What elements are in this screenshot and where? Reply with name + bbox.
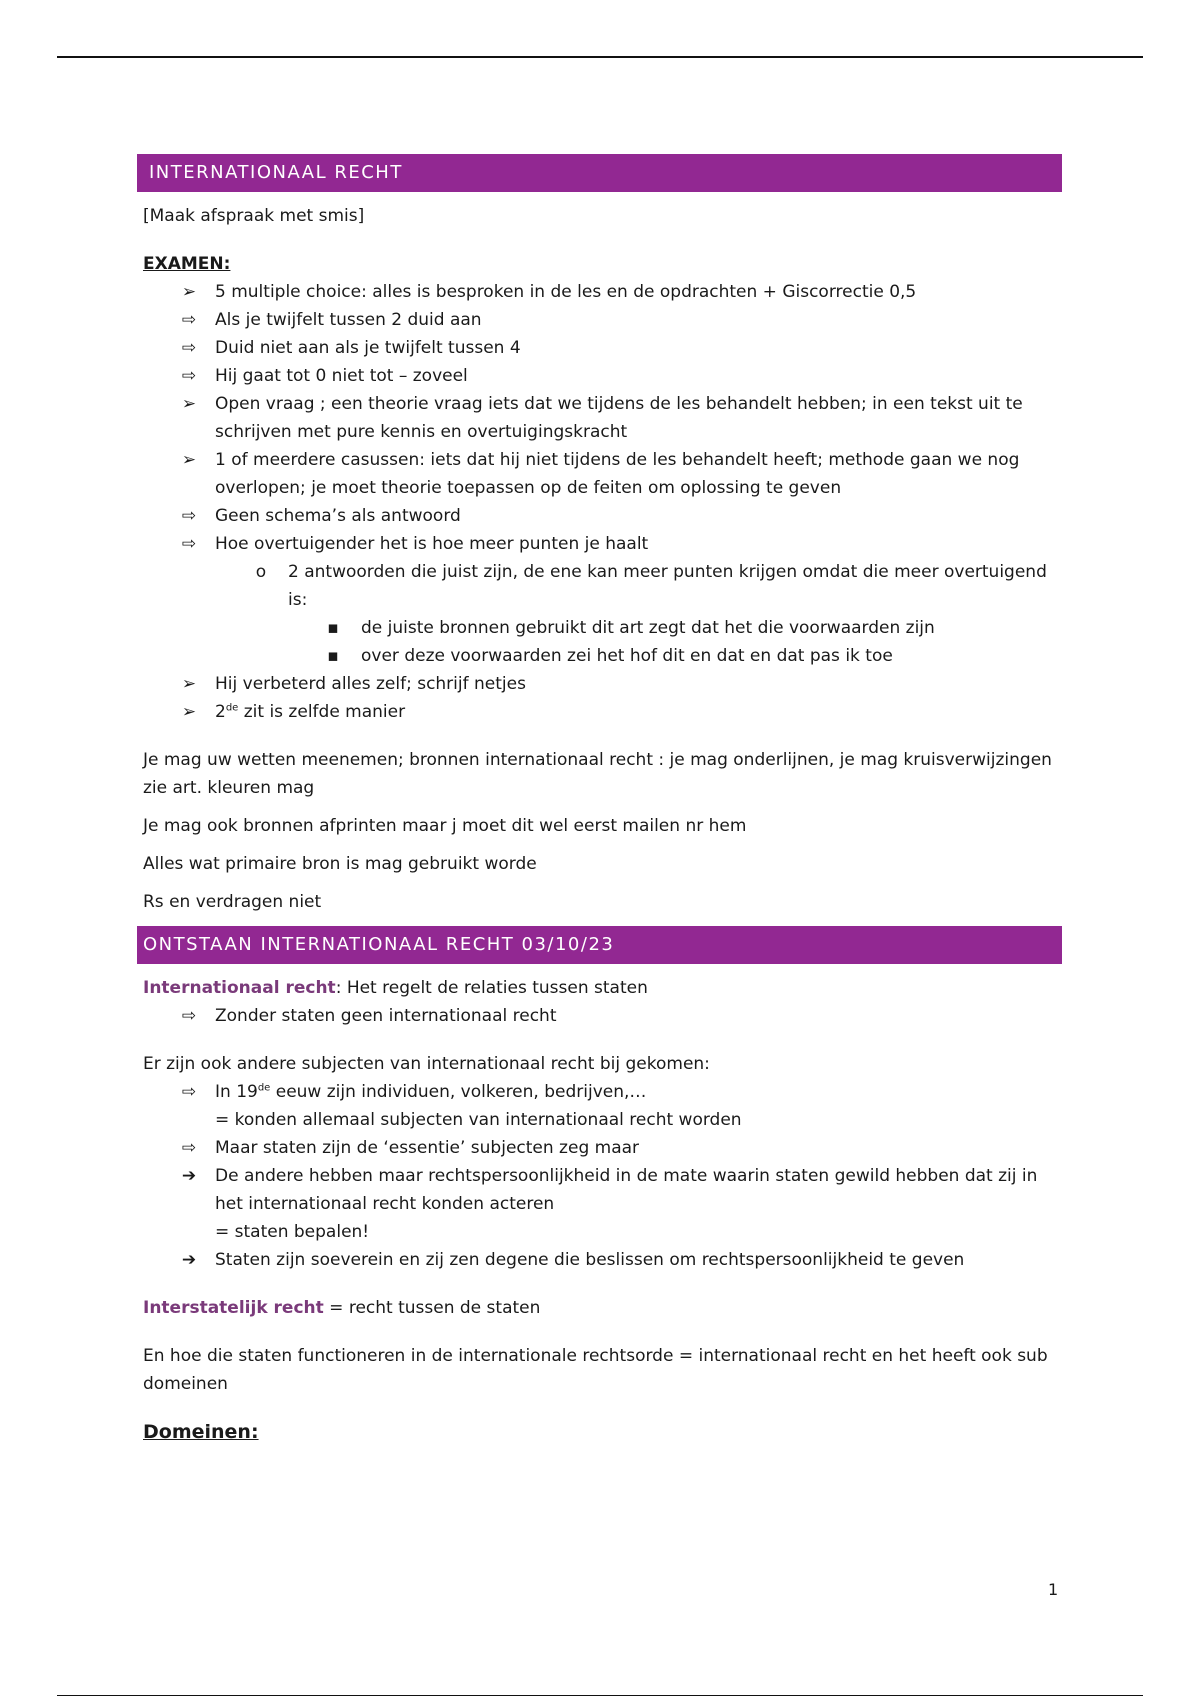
list-item-continuation: = konden allemaal subjecten van internationaal recht worden <box>215 1110 742 1130</box>
bullet-marker-icon: ➢ <box>181 282 197 302</box>
footer-rule <box>57 1695 1143 1696</box>
bullet-marker-icon: ▪ <box>327 618 339 638</box>
list-item <box>137 1078 1062 1134</box>
list-item <box>137 334 1062 362</box>
list-item-text: Hij gaat tot 0 niet tot – zoveel <box>215 366 468 386</box>
list-item-text: over deze voorwaarden zei het hof dit en dat en dat pas ik toe <box>361 646 893 666</box>
bullet-marker-icon: ➢ <box>181 394 197 414</box>
list-item <box>137 614 1062 642</box>
definition-text: = recht tussen de staten <box>323 1298 541 1318</box>
bullet-marker-icon: ⇨ <box>181 534 197 554</box>
list-item-text: zit is zelfde manier <box>238 702 406 722</box>
list-item-text: Open vraag ; een theorie vraag iets dat we tijdens de les behandelt hebben; in een tekst uit te schrijven met pure kennis en overtuigingskracht <box>215 394 1023 442</box>
domeinen-heading <box>137 1418 1062 1447</box>
list-item <box>137 1134 1062 1162</box>
list-item <box>137 362 1062 390</box>
list-item <box>137 1246 1062 1274</box>
definition-text: : Het regelt de relaties tussen staten <box>335 978 648 998</box>
paragraph: Je mag uw wetten meenemen; bronnen internationaal recht : je mag onderlijnen, je mag kruisverwijzingen zie art. kleuren mag <box>143 750 1052 798</box>
arrow-marker-icon: ⇨ <box>181 1082 197 1102</box>
list-item-text: Staten zijn soeverein en zij zen degene die beslissen om rechtspersoonlijkheid te geven <box>215 1250 965 1270</box>
document-page <box>137 154 1062 1447</box>
list-item-text: Hij verbeterd alles zelf; schrijf netjes <box>215 674 526 694</box>
list-item <box>137 558 1062 614</box>
paragraph-functioneren: En hoe die staten functioneren in de internationale rechtsorde = internationaal recht en het heeft ook sub domeinen <box>143 1346 1048 1394</box>
list-item <box>137 502 1062 530</box>
bullet-marker-icon: ⇨ <box>181 366 197 386</box>
bullet-marker-icon: ⇨ <box>181 506 197 526</box>
list-item-text: Zonder staten geen internationaal recht <box>215 1006 557 1026</box>
list-item <box>137 642 1062 670</box>
superscript: de <box>225 702 239 714</box>
header-rule <box>57 56 1143 58</box>
list-item-text: 2 <box>215 702 226 722</box>
list-item-text: De andere hebben maar rechtspersoonlijkheid in de mate waarin staten gewild hebben dat zij in het internationaal recht konden acteren <box>215 1166 1038 1214</box>
list-item-text: de juiste bronnen gebruikt dit art zegt dat het die voorwaarden zijn <box>361 618 935 638</box>
list-item-text: Duid niet aan als je twijfelt tussen 4 <box>215 338 521 358</box>
page-number: 1 <box>1048 1580 1059 1599</box>
bullet-marker-icon: ➢ <box>181 450 197 470</box>
list-item-text: Maar staten zijn de ‘essentie’ subjecten zeg maar <box>215 1138 640 1158</box>
paragraph: Rs en verdragen niet <box>143 892 322 912</box>
arrow-marker-icon: ⇨ <box>181 1006 197 1026</box>
examen-list <box>137 278 1062 698</box>
superscript: de <box>257 1082 271 1094</box>
bullet-marker-icon: o <box>255 562 267 582</box>
bullet-marker-icon: ⇨ <box>181 338 197 358</box>
list-item-text: 2 antwoorden die juist zijn, de ene kan meer punten krijgen omdat die meer overtuigend is: <box>288 562 1047 610</box>
list-item-text: 5 multiple choice: alles is besproken in de les en de opdrachten + Giscorrectie 0,5 <box>215 282 917 302</box>
subjects-intro: Er zijn ook andere subjecten van internationaal recht bij gekomen: <box>143 1054 710 1074</box>
definition-internationaal-recht <box>137 974 1062 1002</box>
list-item <box>137 698 1062 726</box>
arrow-marker-icon: ⇨ <box>181 1138 197 1158</box>
list-item-text: Hoe overtuigender het is hoe meer punten je haalt <box>215 534 649 554</box>
section-heading-internationaal-recht: INTERNATIONAAL RECHT <box>137 154 1062 192</box>
note-text: [Maak afspraak met smis] <box>143 206 365 226</box>
term-highlight: Interstatelijk recht <box>143 1298 324 1318</box>
list-item <box>137 278 1062 306</box>
paragraph: Alles wat primaire bron is mag gebruikt worde <box>143 854 537 874</box>
bullet-marker-icon: ➢ <box>181 674 197 694</box>
list-item-text: Als je twijfelt tussen 2 duid aan <box>215 310 482 330</box>
list-item <box>137 530 1062 558</box>
examen-heading <box>137 250 1062 278</box>
bullet-marker-icon: ⇨ <box>181 310 197 330</box>
term-highlight: Internationaal recht <box>143 978 336 998</box>
arrow-marker-icon: ➔ <box>181 1166 197 1186</box>
examen-heading-text: EXAMEN: <box>143 254 231 274</box>
examen-list-last <box>137 698 1062 726</box>
paragraph: Je mag ook bronnen afprinten maar j moet dit wel eerst mailen nr hem <box>143 816 747 836</box>
definition-bullet-list <box>137 1002 1062 1030</box>
arrow-marker-icon: ➔ <box>181 1250 197 1270</box>
definition-interstatelijk-recht <box>137 1294 1062 1322</box>
subjects-list <box>137 1078 1062 1274</box>
list-item-continuation: = staten bepalen! <box>215 1222 370 1242</box>
list-item <box>137 1002 1062 1030</box>
bullet-marker-icon: ➢ <box>181 702 197 722</box>
list-item-text: eeuw zijn individuen, volkeren, bedrijven,… <box>270 1082 647 1102</box>
domeinen-heading-text: Domeinen: <box>143 1421 259 1443</box>
list-item-text: Geen schema’s als antwoord <box>215 506 461 526</box>
list-item <box>137 390 1062 446</box>
list-item <box>137 670 1062 698</box>
list-item-text: In 19 <box>215 1082 258 1102</box>
section-heading-ontstaan: ONTSTAAN INTERNATIONAAL RECHT 03/10/23 <box>137 926 1062 964</box>
list-item <box>137 1162 1062 1246</box>
list-item <box>137 306 1062 334</box>
bullet-marker-icon: ▪ <box>327 646 339 666</box>
list-item <box>137 446 1062 502</box>
list-item-text: 1 of meerdere casussen: iets dat hij niet tijdens de les behandelt heeft; methode gaan we nog overlopen; je moet theorie toepassen op de feiten om oplossing te geven <box>215 450 1020 498</box>
